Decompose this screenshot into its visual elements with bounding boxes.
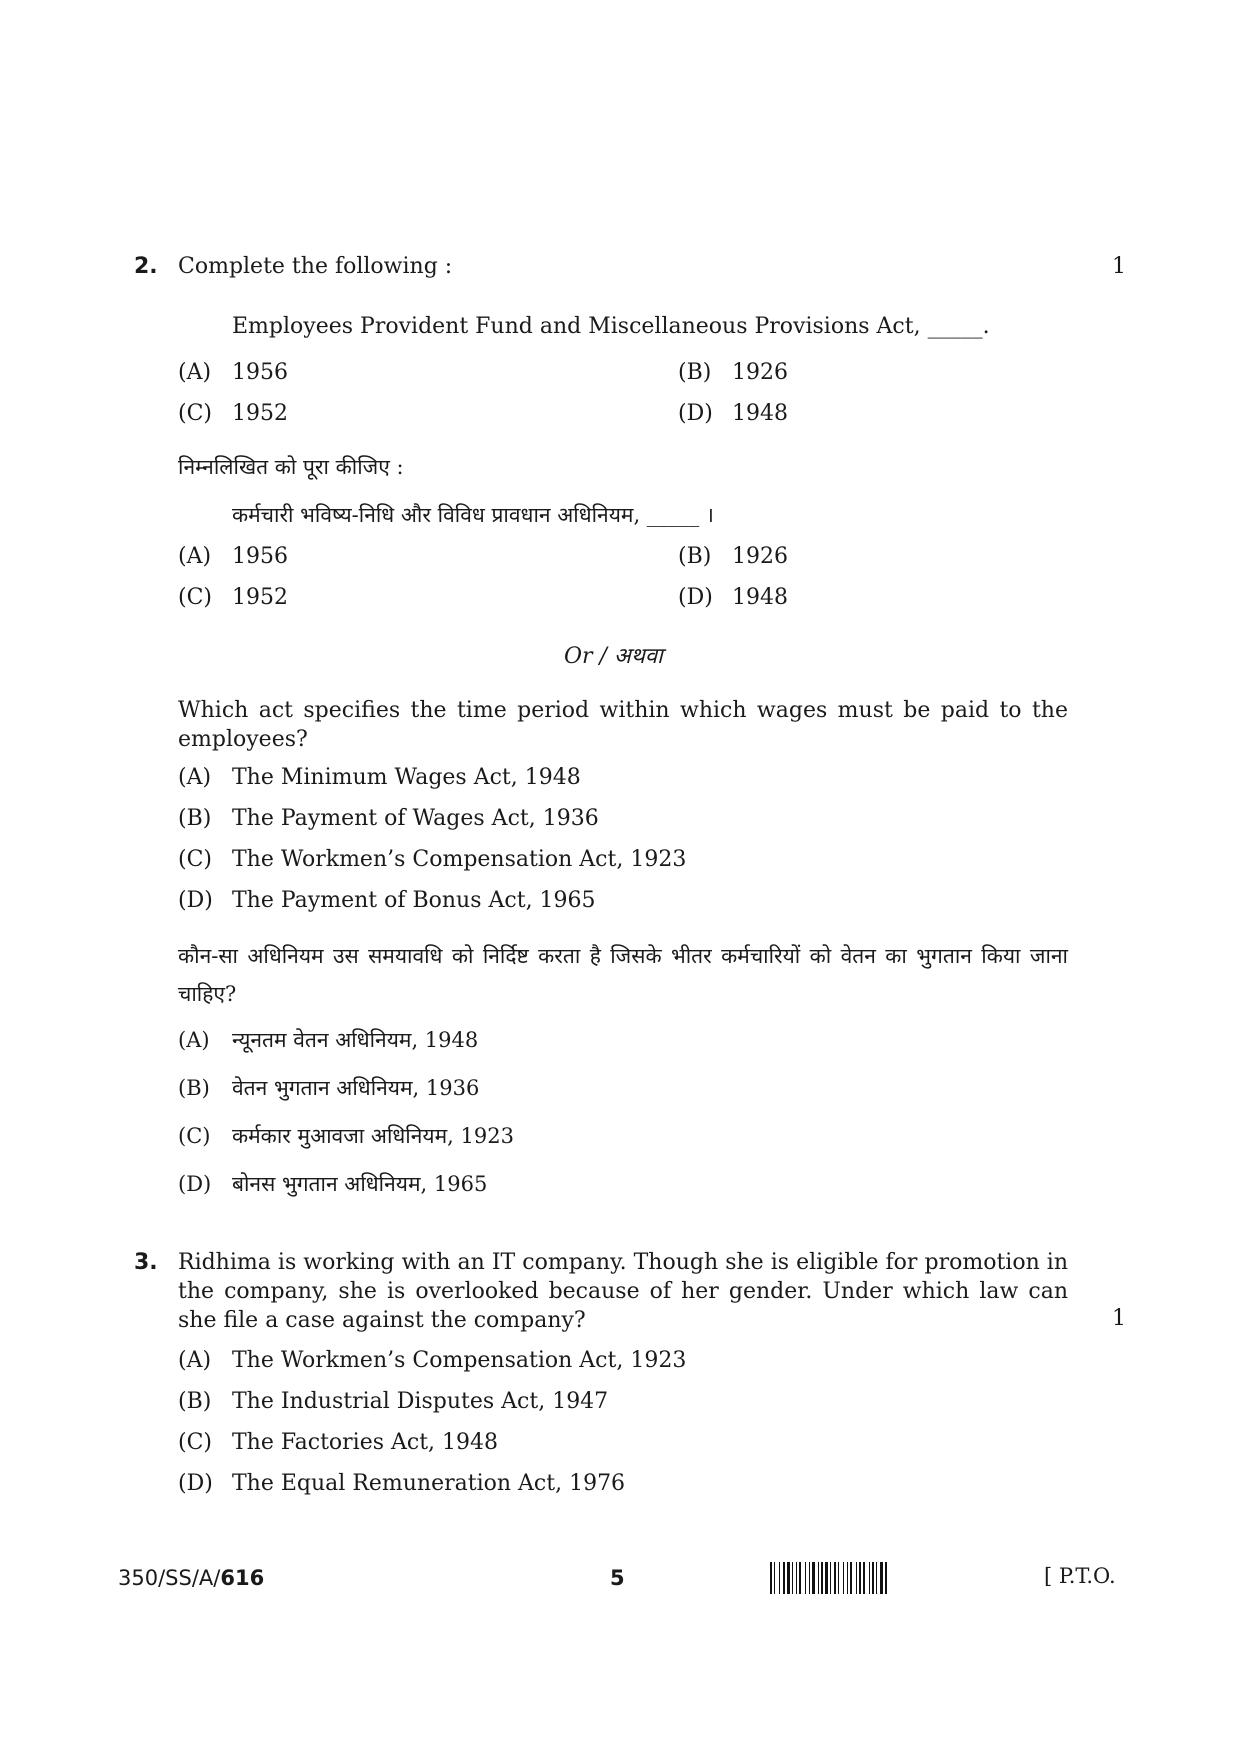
option[interactable] [178,1430,498,1455]
option[interactable] [178,1074,479,1102]
option-text: 1956 [232,544,288,569]
option[interactable] [178,360,288,385]
option[interactable] [178,765,581,790]
option[interactable] [178,1471,625,1496]
option-label: (C) [178,585,212,610]
option-text: The Workmen’s Compensation Act, 1923 [232,1348,687,1373]
option-text: 1952 [232,585,288,610]
option-text: The Minimum Wages Act, 1948 [232,765,581,790]
alternate-question-hindi: कौन-सा अधिनियम उस समयावधि को निर्दिष्ट करता है जिसके भीतर कर्मचारियों को वेतन का भुगतान किया जाना चाहिए? [178,944,1068,1006]
option-label: (C) [178,847,212,872]
page-number: 5 [610,1566,625,1590]
option-text: 1956 [232,360,288,385]
option-label: (A) [178,360,212,385]
option-text: 1948 [732,585,788,610]
option-text: The Factories Act, 1948 [232,1430,499,1455]
option[interactable] [178,1170,487,1198]
option-text: बोनस भुगतान अधिनियम, 1965 [232,1172,488,1196]
option-label: (B) [178,1076,210,1100]
option-label: (C) [178,1430,212,1455]
option-text: न्यूनतम वेतन अधिनियम, 1948 [232,1028,479,1052]
option-text: The Workmen’s Compensation Act, 1923 [232,847,687,872]
option[interactable] [178,847,686,872]
question-text: Ridhima is working with an IT company. Though she is eligible for promotion in the company, she is overlooked because of her gender. Under which law can she file a case against the company? [178,1250,1068,1333]
option-text: The Payment of Bonus Act, 1965 [232,888,596,913]
option[interactable] [178,585,288,610]
option-text: The Industrial Disputes Act, 1947 [232,1389,609,1414]
option[interactable] [678,360,788,385]
barcode-icon [770,1562,1030,1594]
question-stem: Employees Provident Fund and Miscellaneous Provisions Act, _____. [232,314,990,339]
paper-code [118,1566,264,1590]
option-label: (D) [178,1471,213,1496]
option[interactable] [178,1348,686,1373]
question-prompt: Complete the following : [178,254,453,279]
option-label: (C) [178,1124,211,1148]
option-label: (D) [678,585,713,610]
marks: 1 [1112,254,1126,279]
option-label: (A) [178,1348,212,1373]
option-text: The Payment of Wages Act, 1936 [232,806,599,831]
option-text: वेतन भुगतान अधिनियम, 1936 [232,1076,480,1100]
option[interactable] [178,888,596,913]
question-number: 3. [134,1250,158,1275]
pto-label: [ P.T.O. [1044,1564,1116,1588]
option-label: (D) [678,401,713,426]
option[interactable] [678,401,788,426]
option[interactable] [178,1026,478,1054]
option[interactable] [178,544,288,569]
option-label: (C) [178,401,212,426]
question-stem-hindi: कर्मचारी भविष्य-निधि और विविध प्रावधान अधिनियम, _____ । [232,503,714,527]
option-text: 1948 [732,401,788,426]
option-label: (B) [178,806,212,831]
option[interactable] [678,544,788,569]
option-label: (B) [178,1389,212,1414]
question-prompt-hindi: निम्नलिखित को पूरा कीजिए : [178,455,404,479]
option-text: 1952 [232,401,288,426]
option-label: (A) [178,544,212,569]
option-label: (A) [178,1028,210,1052]
option[interactable] [178,806,599,831]
option[interactable] [178,1122,514,1150]
paper-code-prefix: 350/SS/A/ [118,1566,221,1590]
option-text: The Equal Remuneration Act, 1976 [232,1471,626,1496]
option-text: कर्मकार मुआवजा अधिनियम, 1923 [232,1124,514,1148]
marks: 1 [1112,1306,1126,1331]
question-number: 2. [134,254,158,279]
option-label: (B) [678,544,712,569]
option[interactable] [678,585,788,610]
option-label: (B) [678,360,712,385]
or-separator: Or / अथवा [564,644,663,669]
option[interactable] [178,401,288,426]
option-label: (D) [178,1172,212,1196]
option-label: (D) [178,888,213,913]
option-text: 1926 [732,360,788,385]
option-text: 1926 [732,544,788,569]
paper-code-number: 616 [220,1566,265,1590]
alternate-question: Which act specifies the time period within which wages must be paid to the employees? [178,698,1068,752]
option[interactable] [178,1389,608,1414]
option-label: (A) [178,765,212,790]
